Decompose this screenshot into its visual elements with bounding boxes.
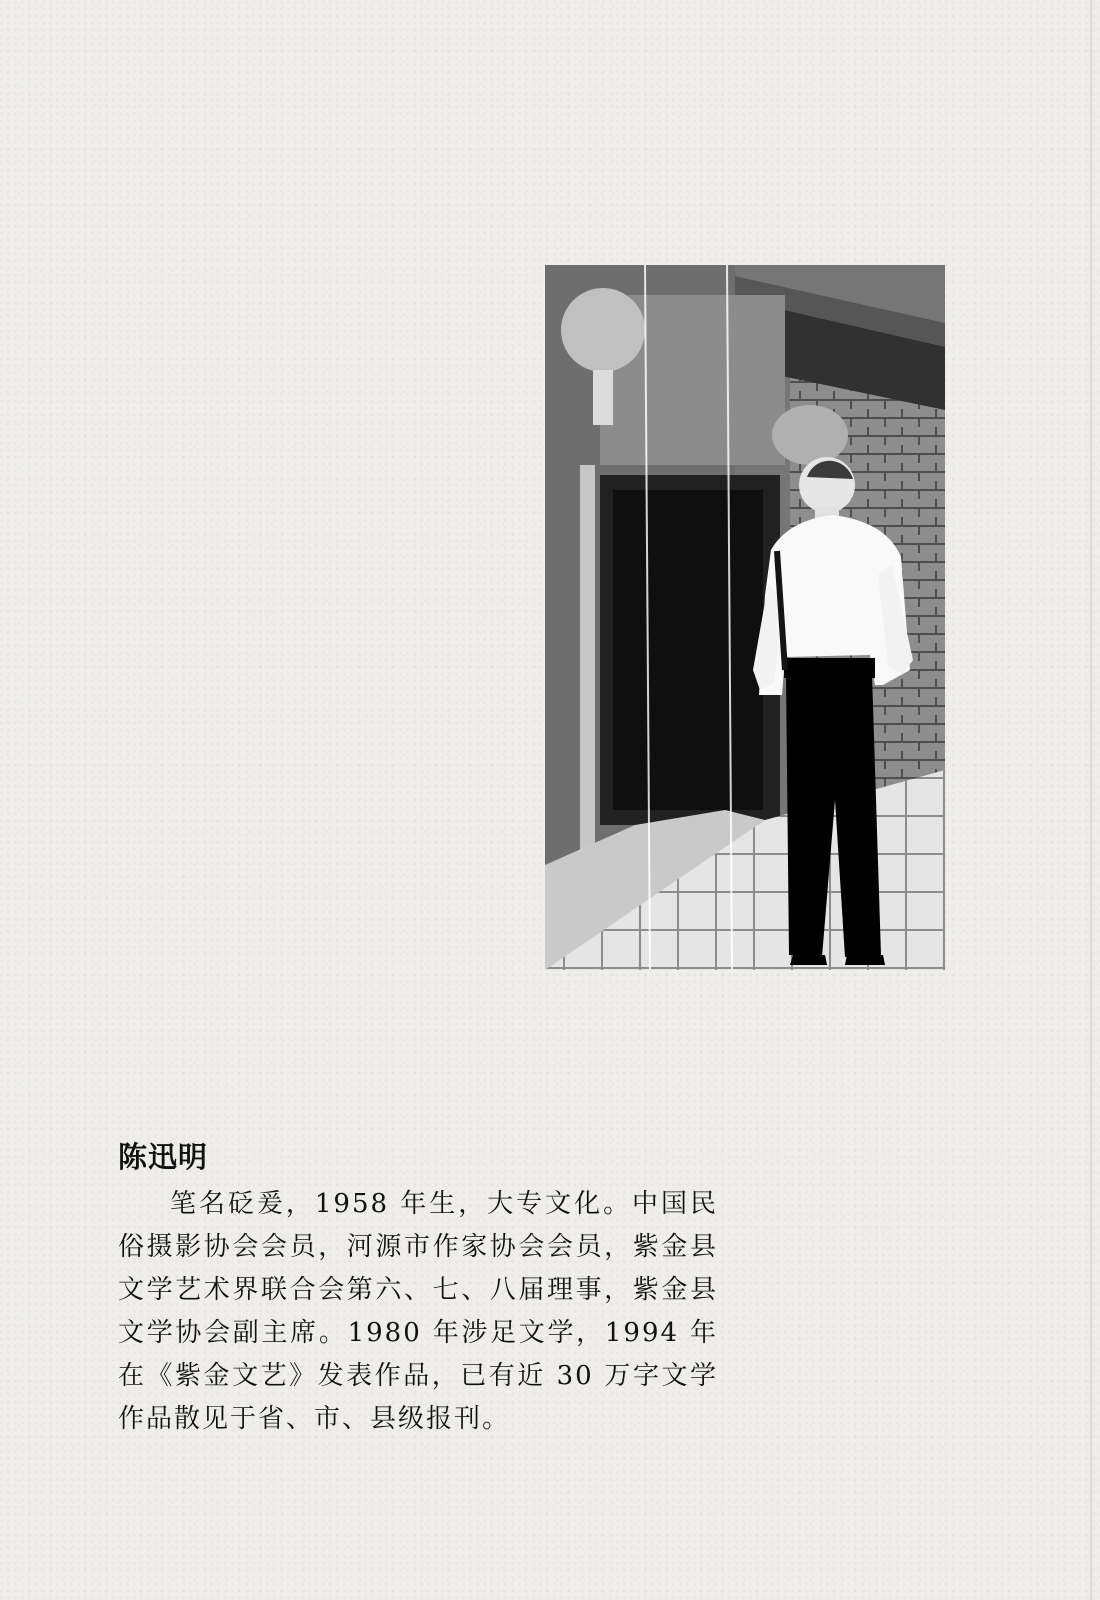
author-photo-illustration — [545, 265, 945, 970]
author-photo — [545, 265, 945, 970]
author-name: 陈迅明 — [118, 1140, 209, 1174]
biography-text: 笔名砭爰，1958 年生，大专文化。中国民俗摄影协会会员，河源市作家协会会员，紫金县文学艺术界联合会第六、七、八届理事，紫金县文学协会副主席。1980 年涉足文学，1994 年在《紫金文艺》发表作品，已有近 30 万字文学作品散见于省、市、县级报刊。 — [118, 1188, 718, 1434]
page-edge-shadow — [1090, 0, 1092, 1600]
author-biography — [118, 1140, 718, 1441]
